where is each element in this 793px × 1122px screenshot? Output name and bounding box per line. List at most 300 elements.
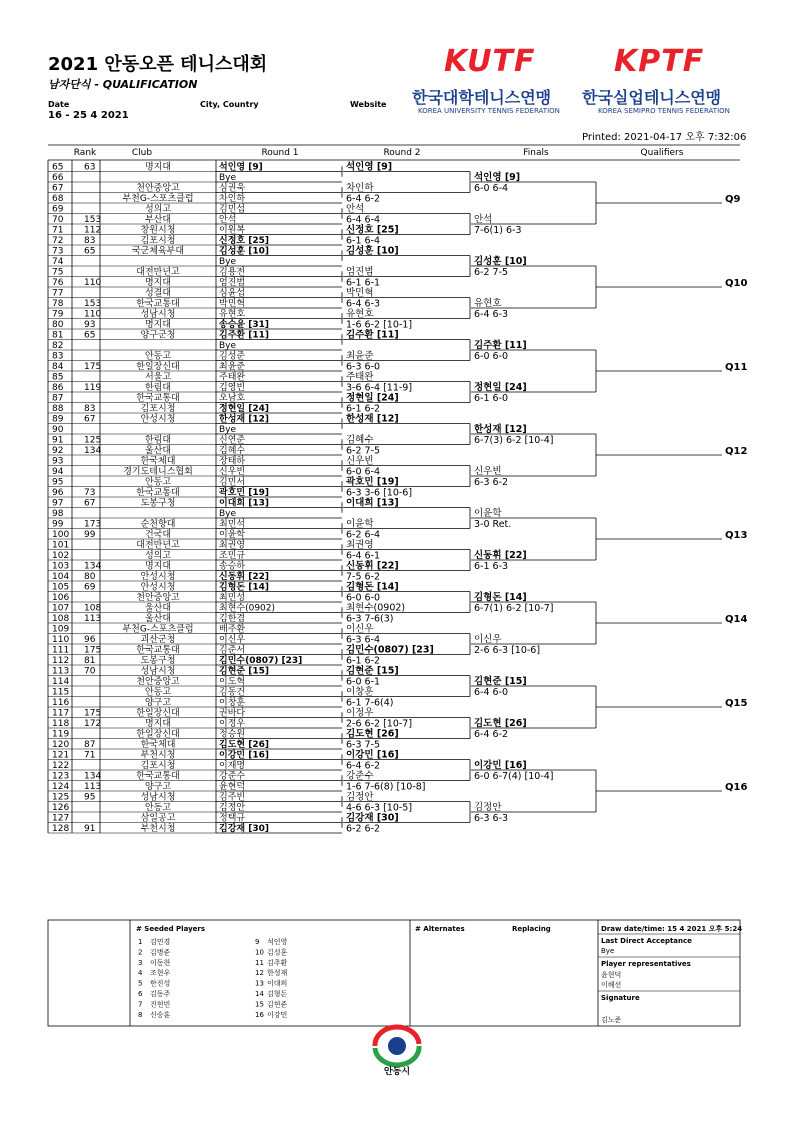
draw-datetime: Draw date/time: 15 4 2021 오후 5:24	[601, 925, 743, 933]
city-label: City, Country	[200, 100, 259, 109]
column-header: Finals	[523, 148, 549, 158]
player-club: 부천G-스포츠클럽	[122, 193, 194, 204]
draw-position: 113	[52, 666, 70, 677]
seed-player: 이동현	[150, 958, 171, 967]
qualifier-label: Q12	[725, 446, 748, 457]
finals-score: 6-7(3) 6-2 [10-4]	[474, 435, 554, 446]
player-club: 서울고	[144, 372, 172, 383]
draw-position: 117	[52, 708, 70, 719]
draw-position: 82	[52, 340, 64, 351]
draw-position: 122	[52, 760, 70, 771]
draw-position: 78	[52, 298, 64, 309]
player-club: 경기도테니스협회	[123, 466, 193, 477]
player-club: 양구고	[144, 697, 172, 708]
player-club: 한일장신대	[136, 361, 180, 372]
player-rank: 153	[84, 214, 102, 225]
seed-player: 진현빈	[150, 1000, 171, 1009]
player-name: 김혜수	[219, 445, 246, 456]
qualifier-label: Q14	[725, 614, 748, 625]
round2-player: 엄진범	[346, 266, 374, 278]
seed-number: 16	[255, 1010, 264, 1019]
round2-player: 김주환 [11]	[346, 329, 399, 341]
player-club: 건국대	[144, 529, 172, 540]
finals-score: 6-3 6-2	[474, 477, 509, 488]
player-name: 권바다	[219, 708, 246, 719]
draw-position: 67	[52, 183, 64, 194]
round2-player: 최권영	[346, 539, 374, 551]
player-name: 최민석	[219, 519, 246, 530]
round2-score: 6-1 7-6(4)	[346, 697, 394, 709]
player-name: 윤현덕	[219, 781, 246, 792]
finals-score: 6-0 6-4	[474, 183, 509, 194]
round2-player: 이대희 [13]	[346, 497, 399, 509]
draw-position: 65	[52, 162, 64, 173]
draw-position: 97	[52, 498, 64, 509]
round2-player: 최현수(0902)	[346, 602, 406, 614]
player-club: 김포시청	[140, 235, 176, 246]
round2-player: 이강민 [16]	[346, 749, 399, 761]
round2-score: 6-1 6-2	[346, 655, 381, 667]
player-club: 괴산군청	[140, 634, 176, 645]
draw-position: 88	[52, 403, 64, 414]
player-name: 차인하	[219, 193, 246, 204]
seed-number: 5	[138, 979, 143, 988]
round2-player: 김강재 [30]	[346, 812, 399, 824]
round2-player: 이윤학	[346, 518, 374, 530]
column-header: Club	[131, 148, 153, 158]
finals-score: 6-7(1) 6-2 [10-7]	[474, 603, 554, 614]
player-club: 성남시청	[140, 666, 176, 677]
player-name: 김성훈 [10]	[219, 246, 269, 257]
draw-position: 91	[52, 435, 64, 446]
seed-number: 11	[255, 958, 264, 967]
player-club: 성의고	[144, 204, 172, 215]
round2-score: 6-0 6-0	[346, 592, 381, 604]
draw-position: 68	[52, 193, 64, 204]
finals-player: 정현일 [24]	[474, 382, 527, 393]
player-name: 심윤섭	[219, 288, 246, 299]
round2-player: 김민수(0807) [23]	[346, 644, 434, 656]
seed-number: 2	[138, 948, 143, 957]
player-rank: 70	[84, 666, 96, 677]
player-rank: 175	[84, 708, 102, 719]
player-rank: 172	[84, 718, 102, 729]
player-club: 양구고	[144, 781, 172, 792]
player-name: 배주환	[219, 624, 246, 635]
finals-score: 6-4 6-0	[474, 687, 509, 698]
draw-position: 128	[52, 823, 70, 834]
player-name: Bye	[219, 508, 237, 519]
round2-player: 김현준 [15]	[346, 665, 399, 677]
player-name: 김성준	[219, 351, 246, 362]
seed-player: 김현준	[267, 1000, 288, 1009]
player-name: 신정호 [25]	[219, 235, 269, 246]
qualifier-label: Q15	[725, 698, 748, 709]
finals-score: 6-3 6-3	[474, 813, 509, 824]
player-name: 최민성	[219, 592, 246, 603]
seed-player: 김성훈	[267, 948, 288, 957]
page-subtitle: 남자단식 - QUALIFICATION	[48, 78, 198, 91]
player-club: 대전만년고	[136, 267, 180, 278]
player-rank: 93	[84, 319, 96, 330]
player-rank: 67	[84, 498, 96, 509]
seed-player: 김민경	[150, 938, 171, 946]
draw-position: 69	[52, 204, 64, 215]
player-name: 최권영	[219, 540, 246, 551]
draw-position: 120	[52, 739, 70, 750]
player-club: 명지대	[144, 319, 172, 330]
column-header: Rank	[73, 148, 97, 158]
column-header: Round 2	[383, 148, 421, 158]
draw-position: 73	[52, 246, 64, 257]
player-rank: 119	[84, 382, 102, 393]
draw-position: 121	[52, 750, 70, 761]
player-name: 김용전	[219, 267, 246, 278]
date-label: Date	[48, 100, 70, 109]
player-name: 석인영 [9]	[219, 162, 263, 173]
draw-position: 112	[52, 655, 70, 666]
player-name: 이윤학	[219, 529, 246, 540]
player-rank: 81	[84, 655, 96, 666]
finals-score: 6-0 6-0	[474, 351, 509, 362]
round2-player: 김성훈 [10]	[346, 245, 399, 257]
seed-number: 15	[255, 1000, 264, 1009]
seed-player: 이대희	[267, 979, 288, 988]
draw-position: 87	[52, 393, 64, 404]
player-rank: 153	[84, 298, 102, 309]
player-name: 정승원	[219, 729, 246, 740]
finals-score: 6-1 6-3	[474, 561, 509, 572]
draw-position: 86	[52, 382, 64, 393]
seed-player: 김형돈	[267, 990, 288, 998]
player-club: 울산대	[144, 613, 172, 624]
player-rank: 113	[84, 613, 102, 624]
draw-position: 90	[52, 424, 64, 435]
draw-position: 110	[52, 634, 70, 645]
player-club: 한국교통대	[136, 298, 180, 309]
finals-score: 2-6 6-3 [10-6]	[474, 645, 541, 656]
player-name: 조민규	[219, 550, 246, 561]
draw-position: 93	[52, 456, 64, 467]
player-name: 김강재 [30]	[219, 823, 269, 834]
round2-score: 6-3 7-5	[346, 739, 381, 751]
finals-score: 6-1 6-0	[474, 393, 509, 404]
player-club: 울산대	[144, 603, 172, 614]
player-rank: 112	[84, 225, 102, 236]
round2-score: 6-2 6-2	[346, 823, 381, 835]
player-name: 김민수(0807) [23]	[219, 655, 303, 666]
player-rank: 80	[84, 571, 96, 582]
player-club: 한국교통대	[136, 487, 180, 498]
player-name: 이강민 [16]	[219, 750, 269, 761]
player-name: 신우빈	[219, 466, 246, 477]
player-name: 김한겸	[219, 613, 246, 624]
seed-number: 10	[255, 948, 264, 957]
player-name: 김민서	[219, 477, 246, 488]
round2-player: 김형돈 [14]	[346, 581, 399, 593]
round2-score: 6-2 6-4	[346, 529, 381, 541]
player-name: 이도혁	[219, 676, 246, 687]
player-rank: 91	[84, 823, 96, 834]
round2-score: 6-0 6-1	[346, 676, 381, 688]
player-rank: 134	[84, 771, 102, 782]
player-name: 김주환 [11]	[219, 330, 269, 341]
player-rank: 110	[84, 309, 102, 320]
player-club: 김포시청	[140, 403, 176, 414]
player-club: 양구군청	[140, 330, 176, 341]
finals-player: 김형돈 [14]	[474, 592, 527, 603]
player-club: 도봉구청	[140, 498, 176, 509]
seed-player: 김병준	[150, 948, 171, 957]
player-name: 이원복	[219, 225, 246, 236]
player-club: 한국체대	[140, 456, 176, 467]
round2-score: 4-6 6-3 [10-5]	[346, 802, 413, 814]
draw-position: 123	[52, 771, 70, 782]
player-name: 신동휘 [22]	[219, 571, 269, 582]
seed-number: 7	[138, 1000, 143, 1009]
player-club: 한국교통대	[136, 771, 180, 782]
player-name: Bye	[219, 340, 237, 351]
draw-position: 66	[52, 172, 64, 183]
draw-position: 85	[52, 372, 64, 383]
player-rank: 71	[84, 750, 96, 761]
player-rep: 윤현덕	[601, 971, 622, 979]
replacing-title: Replacing	[512, 925, 551, 933]
draw-position: 109	[52, 624, 70, 635]
player-name: 정택규	[219, 813, 246, 824]
draw-position: 104	[52, 571, 70, 582]
player-name: 최현수(0902)	[219, 603, 276, 614]
round2-player: 박민혁	[346, 287, 374, 299]
player-rank: 96	[84, 634, 96, 645]
round2-score: 6-3 7-6(3)	[346, 613, 394, 625]
last-direct-label: Last Direct Acceptance	[601, 937, 692, 945]
round2-player: 김혜수	[346, 434, 374, 446]
player-club: 안성시청	[140, 582, 176, 593]
player-name: 김준서	[219, 645, 246, 656]
round2-player: 이창훈	[346, 686, 374, 698]
player-name: 김동건	[219, 687, 246, 698]
round2-score: 6-3 6-0	[346, 361, 381, 373]
kutf-name-kr: 한국대학테니스연맹	[412, 88, 552, 107]
seed-number: 4	[138, 969, 143, 978]
round2-player: 유현호	[346, 308, 374, 320]
seed-player: 조현우	[150, 969, 171, 978]
city-emblem-center	[388, 1037, 406, 1055]
finals-player: 이신우	[474, 634, 502, 645]
player-name: 김정안	[219, 802, 246, 813]
draw-position: 125	[52, 792, 70, 803]
finals-player: 신우빈	[474, 466, 502, 477]
draw-position: 115	[52, 687, 70, 698]
finals-score: 6-4 6-3	[474, 309, 509, 320]
finals-score: 6-2 7-5	[474, 267, 509, 278]
player-club: 명지대	[144, 561, 172, 572]
draw-position: 114	[52, 676, 70, 687]
player-name: Bye	[219, 424, 237, 435]
player-name: 이재명	[219, 760, 246, 771]
round2-player: 안석	[346, 203, 365, 215]
finals-score: 6-0 6-7(4) [10-4]	[474, 771, 554, 782]
round2-player: 신우빈	[346, 455, 374, 467]
player-rank: 175	[84, 645, 102, 656]
finals-player: 김정안	[474, 802, 502, 813]
player-club: 안성시청	[140, 571, 176, 582]
player-club: 안동고	[144, 802, 172, 813]
player-rank: 87	[84, 739, 96, 750]
finals-player: 김현준 [15]	[474, 676, 527, 687]
draw-position: 76	[52, 277, 64, 288]
draw-position: 116	[52, 697, 70, 708]
round2-score: 6-1 6-1	[346, 277, 381, 289]
player-rank: 173	[84, 519, 102, 530]
player-club: 한일장신대	[136, 729, 180, 740]
player-club: 한림대	[144, 435, 172, 446]
round2-score: 3-6 6-4 [11-9]	[346, 382, 413, 394]
player-club: 한일장신대	[136, 708, 180, 719]
player-rank: 99	[84, 529, 96, 540]
qualifier-label: Q16	[725, 782, 748, 793]
round2-score: 7-5 6-2	[346, 571, 381, 583]
page-title: 2021 안동오픈 테니스대회	[48, 54, 268, 75]
player-club: 한국교통대	[136, 393, 180, 404]
draw-position: 118	[52, 718, 70, 729]
draw-position: 119	[52, 729, 70, 740]
player-club: 부천시청	[140, 823, 176, 834]
seed-player: 김동주	[150, 990, 171, 998]
player-club: 국군체육부대	[131, 246, 185, 257]
seed-player: 한진성	[150, 979, 171, 988]
player-club: 부천시청	[140, 750, 176, 761]
round2-score: 6-3 3-6 [10-6]	[346, 487, 413, 499]
round2-player: 신동휘 [22]	[346, 560, 399, 572]
draw-position: 70	[52, 214, 64, 225]
draw-position: 126	[52, 802, 70, 813]
kutf-name-en: KOREA UNIVERSITY TENNIS FEDERATION	[418, 107, 560, 115]
player-club: 한국교통대	[136, 645, 180, 656]
player-name: 한성재 [12]	[219, 414, 269, 425]
draw-position: 107	[52, 603, 70, 614]
player-club: 창원시청	[140, 225, 176, 236]
player-club: 한림대	[144, 382, 172, 393]
player-rank: 108	[84, 603, 102, 614]
kptf-logo: KPTF	[614, 44, 705, 79]
round2-score: 1-6 7-6(8) [10-8]	[346, 781, 426, 793]
draw-position: 74	[52, 256, 64, 267]
finals-player: 김성훈 [10]	[474, 256, 527, 267]
player-name: 김형돈 [14]	[219, 582, 269, 593]
finals-score: 3-0 Ret.	[474, 519, 512, 530]
player-rank: 63	[84, 162, 96, 173]
qualifier-label: Q13	[725, 530, 748, 541]
player-club: 성남시청	[140, 792, 176, 803]
round2-score: 6-2 7-5	[346, 445, 381, 457]
round2-player: 김도현 [26]	[346, 728, 399, 740]
player-club: 성남시청	[140, 309, 176, 320]
draw-position: 106	[52, 592, 70, 603]
player-club: 안동고	[144, 687, 172, 698]
player-name: 박민혁	[219, 298, 246, 309]
round2-player: 이신우	[346, 623, 374, 635]
player-club: 천안중앙고	[136, 183, 180, 194]
player-rank: 134	[84, 445, 102, 456]
website-label: Website	[350, 100, 387, 109]
last-direct-value: Bye	[601, 947, 615, 955]
player-rank: 175	[84, 361, 102, 372]
seed-player: 석인영	[267, 938, 288, 946]
player-club: 순천향대	[140, 519, 176, 530]
player-rank: 65	[84, 246, 96, 257]
round2-score: 6-4 6-1	[346, 550, 381, 562]
round2-score: 6-3 6-4	[346, 634, 381, 646]
player-club: 삼일공고	[140, 813, 176, 824]
player-rank: 73	[84, 487, 96, 498]
finals-player: 이강민 [16]	[474, 760, 527, 771]
player-club: 명지대	[144, 162, 172, 173]
player-club: 성결대	[144, 288, 172, 299]
seed-player: 김주환	[267, 958, 288, 967]
player-club: 안성시청	[140, 414, 176, 425]
player-name: 최윤준	[219, 361, 246, 372]
draw-position: 96	[52, 487, 64, 498]
player-rank: 125	[84, 435, 102, 446]
finals-player: 석인영 [9]	[474, 172, 521, 183]
draw-position: 84	[52, 361, 64, 372]
player-rank: 65	[84, 330, 96, 341]
round2-player: 한성재 [12]	[346, 413, 399, 425]
finals-player: 김주환 [11]	[474, 340, 527, 351]
player-rank: 67	[84, 414, 96, 425]
player-name: 신연준	[219, 435, 246, 446]
round2-player: 정현일 [24]	[346, 392, 399, 404]
seed-player: 이강민	[267, 1010, 288, 1019]
draw-position: 127	[52, 813, 70, 824]
player-club: 천안중앙고	[136, 676, 180, 687]
draw-position: 80	[52, 319, 64, 330]
draw-position: 75	[52, 267, 64, 278]
player-club: 울산대	[144, 445, 172, 456]
round2-player: 이정우	[346, 707, 374, 719]
round2-score: 6-4 6-3	[346, 298, 381, 310]
kptf-name-kr: 한국실업테니스연맹	[582, 88, 722, 107]
player-name: 김주빈	[219, 792, 246, 803]
draw-position: 71	[52, 225, 64, 236]
player-club: 성의고	[144, 550, 172, 561]
player-club: 도봉구청	[140, 655, 176, 666]
draw-position: 102	[52, 550, 70, 561]
seed-number: 12	[255, 969, 264, 978]
seed-player: 신승훈	[150, 1010, 171, 1019]
seeded-title: # Seeded Players	[136, 925, 206, 933]
seed-player: 한성재	[267, 969, 288, 978]
round2-player: 곽호민 [19]	[346, 476, 399, 488]
draw-position: 77	[52, 288, 64, 299]
player-rep: 이해선	[601, 981, 622, 989]
footer-city-name: 안동시	[383, 1067, 411, 1077]
seed-number: 14	[255, 990, 264, 998]
player-name: 김영빈	[219, 382, 246, 393]
seed-number: 8	[138, 1010, 143, 1019]
finals-player: 김도현 [26]	[474, 718, 527, 729]
round2-player: 석인영 [9]	[346, 161, 393, 173]
player-name: 이대희 [13]	[219, 498, 269, 509]
player-name: 정현일 [24]	[219, 403, 269, 414]
draw-position: 72	[52, 235, 64, 246]
signature-value: 김노준	[601, 1016, 622, 1024]
player-club: 천안중앙고	[136, 592, 180, 603]
signature-label: Signature	[601, 994, 640, 1002]
draw-position: 99	[52, 519, 64, 530]
